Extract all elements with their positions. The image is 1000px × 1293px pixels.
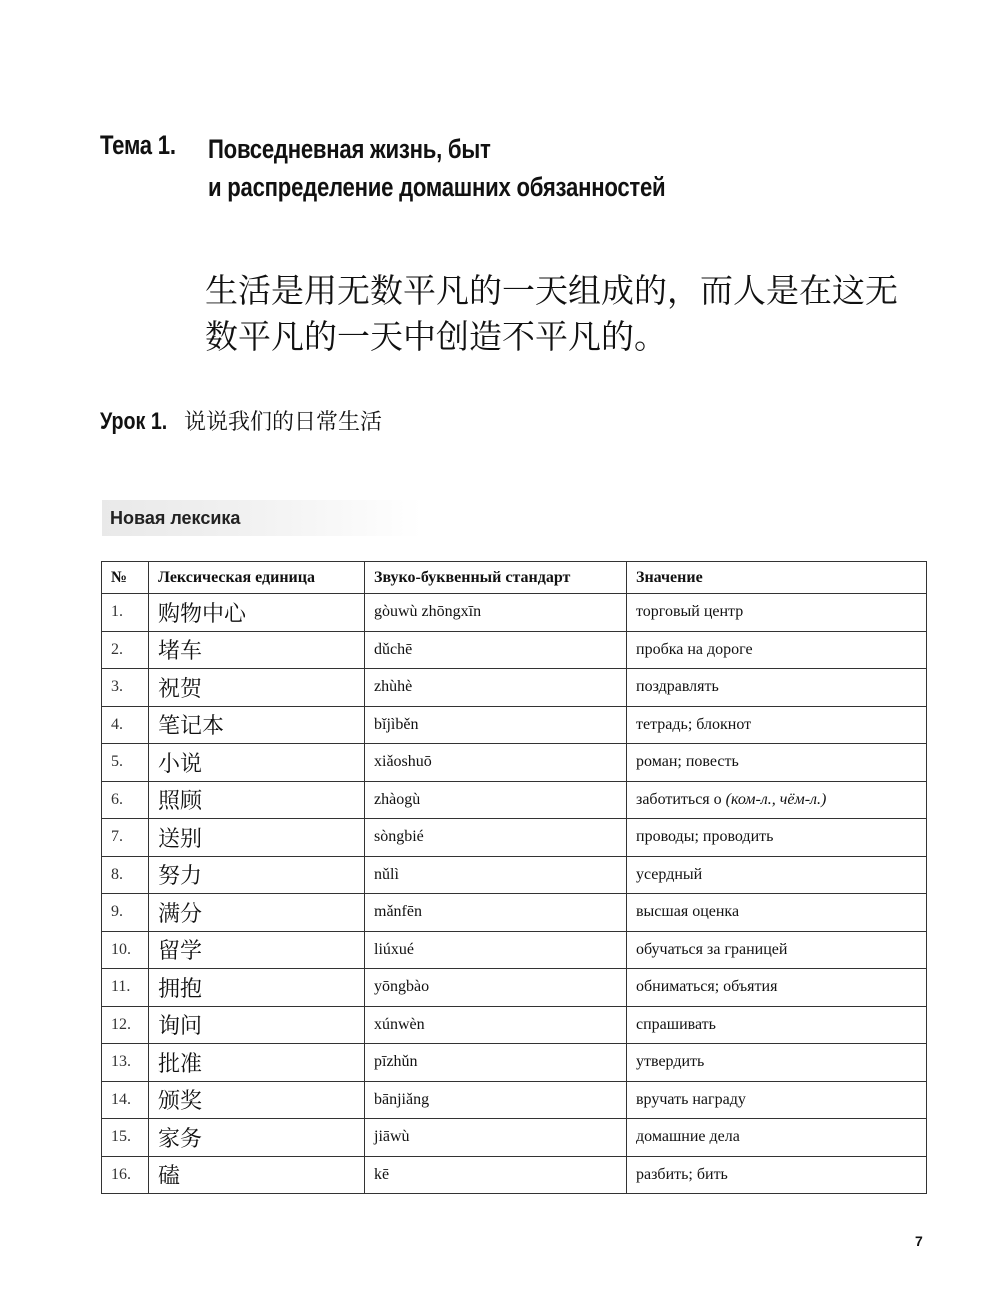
row-number-text: 2. bbox=[111, 640, 123, 658]
lexical-unit bbox=[149, 931, 365, 969]
meaning bbox=[627, 669, 927, 707]
table-row bbox=[102, 669, 927, 707]
lesson-heading bbox=[100, 405, 382, 436]
header-lexical-unit: Лексическая единица bbox=[149, 562, 365, 594]
row-number-text: 16. bbox=[111, 1165, 131, 1183]
row-number-text: 8. bbox=[111, 865, 123, 883]
row-number bbox=[102, 1081, 149, 1119]
meaning bbox=[627, 1044, 927, 1082]
row-number bbox=[102, 631, 149, 669]
pronunciation bbox=[365, 744, 627, 782]
row-number bbox=[102, 706, 149, 744]
lesson-title: 说说我们的日常生活 bbox=[184, 410, 383, 435]
header-number: № bbox=[102, 562, 149, 594]
table-header-row bbox=[102, 562, 927, 594]
pronunciation-text: liúxué bbox=[374, 940, 414, 958]
topic-title bbox=[208, 130, 665, 206]
table-row bbox=[102, 856, 927, 894]
lexical-unit bbox=[149, 1081, 365, 1119]
pronunciation bbox=[365, 856, 627, 894]
row-number-text: 4. bbox=[111, 715, 123, 733]
meaning-text: поздравлять bbox=[636, 678, 719, 696]
meaning bbox=[627, 856, 927, 894]
new-vocabulary-heading: Новая лексика bbox=[102, 500, 422, 536]
row-number bbox=[102, 781, 149, 819]
lexical-unit-text: 笔记本 bbox=[158, 714, 225, 740]
topic-label: Тема 1. bbox=[100, 130, 176, 160]
row-number-text: 11. bbox=[111, 978, 131, 996]
pronunciation bbox=[365, 706, 627, 744]
row-number bbox=[102, 856, 149, 894]
meaning bbox=[627, 894, 927, 932]
lexical-unit bbox=[149, 631, 365, 669]
lexical-unit bbox=[149, 1006, 365, 1044]
table-row bbox=[102, 1119, 927, 1157]
lexical-unit-text: 批准 bbox=[158, 1051, 203, 1077]
meaning bbox=[627, 1156, 927, 1194]
pronunciation-text: xiǎoshuō bbox=[374, 753, 432, 771]
meaning-text: домашние дела bbox=[636, 1128, 740, 1146]
pronunciation-text: jiāwù bbox=[374, 1128, 410, 1146]
row-number-text: 14. bbox=[111, 1090, 131, 1108]
pronunciation-text: xúnwèn bbox=[374, 1015, 425, 1033]
meaning bbox=[627, 631, 927, 669]
lexical-unit-text: 满分 bbox=[158, 901, 203, 927]
meaning-text: заботиться о bbox=[636, 790, 722, 808]
pronunciation-text: dǔchē bbox=[374, 640, 413, 658]
lexical-unit-text: 购物中心 bbox=[158, 601, 247, 627]
lexical-unit-text: 磕 bbox=[158, 1164, 181, 1190]
header-meaning: Значение bbox=[627, 562, 927, 594]
row-number bbox=[102, 931, 149, 969]
row-number-text: 9. bbox=[111, 903, 123, 921]
lexical-unit bbox=[149, 744, 365, 782]
vocabulary-table bbox=[101, 561, 927, 1194]
pronunciation bbox=[365, 594, 627, 632]
meaning bbox=[627, 706, 927, 744]
lexical-unit-text: 堵车 bbox=[158, 639, 203, 665]
meaning-text: обучаться за границей bbox=[636, 940, 788, 958]
meaning-text: разбить; бить bbox=[636, 1165, 728, 1183]
lexical-unit-text: 送别 bbox=[158, 826, 203, 852]
lexical-unit bbox=[149, 1044, 365, 1082]
row-number bbox=[102, 1044, 149, 1082]
meaning-text: роман; повесть bbox=[636, 753, 739, 771]
lexical-unit bbox=[149, 894, 365, 932]
meaning-text: вручать награду bbox=[636, 1090, 746, 1108]
table-row bbox=[102, 1044, 927, 1082]
row-number bbox=[102, 594, 149, 632]
lexical-unit bbox=[149, 819, 365, 857]
pronunciation-text: gòuwù zhōngxīn bbox=[374, 603, 482, 621]
lexical-unit bbox=[149, 781, 365, 819]
pronunciation bbox=[365, 781, 627, 819]
meaning bbox=[627, 781, 927, 819]
row-number bbox=[102, 1119, 149, 1157]
page-number: 7 bbox=[915, 1233, 923, 1249]
meaning bbox=[627, 1081, 927, 1119]
meaning bbox=[627, 744, 927, 782]
table-row bbox=[102, 931, 927, 969]
pronunciation bbox=[365, 931, 627, 969]
pronunciation bbox=[365, 819, 627, 857]
row-number bbox=[102, 819, 149, 857]
pronunciation bbox=[365, 1119, 627, 1157]
epigraph-quote: 生活是用无数平凡的一天组成的，而人是在这无数平凡的一天中创造不平凡的。 bbox=[205, 271, 898, 356]
pronunciation-text: bānjiǎng bbox=[374, 1090, 430, 1108]
meaning bbox=[627, 819, 927, 857]
table-row bbox=[102, 631, 927, 669]
meaning bbox=[627, 1006, 927, 1044]
lexical-unit bbox=[149, 669, 365, 707]
meaning bbox=[627, 969, 927, 1007]
pronunciation bbox=[365, 894, 627, 932]
lexical-unit-text: 颁奖 bbox=[158, 1089, 203, 1115]
row-number-text: 13. bbox=[111, 1053, 131, 1071]
lexical-unit-text: 照顾 bbox=[158, 789, 203, 815]
row-number-text: 12. bbox=[111, 1015, 131, 1033]
row-number bbox=[102, 969, 149, 1007]
table-row bbox=[102, 1006, 927, 1044]
row-number bbox=[102, 744, 149, 782]
table-body bbox=[102, 594, 927, 1194]
pronunciation bbox=[365, 1081, 627, 1119]
pronunciation-text: zhàogù bbox=[374, 790, 421, 808]
pronunciation bbox=[365, 1156, 627, 1194]
row-number-text: 10. bbox=[111, 940, 131, 958]
meaning-text: тетрадь; блокнот bbox=[636, 715, 752, 733]
table-row bbox=[102, 894, 927, 932]
pronunciation bbox=[365, 631, 627, 669]
meaning-italic-text: (ком-л., чём-л.) bbox=[725, 790, 827, 808]
lexical-unit-text: 询问 bbox=[158, 1014, 203, 1040]
pronunciation-text: kē bbox=[374, 1165, 390, 1183]
pronunciation-text: zhùhè bbox=[374, 678, 413, 696]
row-number bbox=[102, 1156, 149, 1194]
lexical-unit bbox=[149, 856, 365, 894]
table-row bbox=[102, 706, 927, 744]
lexical-unit bbox=[149, 1119, 365, 1157]
pronunciation-text: mǎnfēn bbox=[374, 903, 422, 921]
table-row bbox=[102, 969, 927, 1007]
lexical-unit bbox=[149, 594, 365, 632]
lesson-label: Урок 1. bbox=[100, 408, 168, 435]
lexical-unit-text: 小说 bbox=[158, 751, 203, 777]
meaning-text: высшая оценка bbox=[636, 903, 740, 921]
row-number-text: 15. bbox=[111, 1128, 131, 1146]
table-row bbox=[102, 1156, 927, 1194]
row-number-text: 6. bbox=[111, 790, 123, 808]
lexical-unit bbox=[149, 969, 365, 1007]
lexical-unit-text: 努力 bbox=[158, 864, 203, 890]
row-number-text: 3. bbox=[111, 678, 123, 696]
meaning-text: обниматься; объятия bbox=[636, 978, 778, 996]
meaning-text: пробка на дороге bbox=[636, 640, 753, 658]
table-row bbox=[102, 594, 927, 632]
meaning-text: спрашивать bbox=[636, 1015, 716, 1033]
header-pronunciation: Звуко-буквенный стандарт bbox=[365, 562, 627, 594]
lexical-unit bbox=[149, 706, 365, 744]
row-number bbox=[102, 1006, 149, 1044]
row-number-text: 5. bbox=[111, 753, 123, 771]
row-number bbox=[102, 894, 149, 932]
lexical-unit-text: 留学 bbox=[158, 939, 203, 965]
meaning-text: утвердить bbox=[636, 1053, 705, 1071]
topic-title-line-1: Повседневная жизнь, быт bbox=[208, 134, 491, 164]
lexical-unit-text: 家务 bbox=[158, 1126, 203, 1152]
meaning-text: усердный bbox=[636, 865, 703, 883]
pronunciation bbox=[365, 1044, 627, 1082]
pronunciation bbox=[365, 669, 627, 707]
pronunciation-text: bǐjìběn bbox=[374, 715, 419, 733]
lexical-unit bbox=[149, 1156, 365, 1194]
pronunciation-text: sòngbié bbox=[374, 828, 424, 846]
pronunciation-text: nǔlì bbox=[374, 865, 399, 883]
pronunciation bbox=[365, 969, 627, 1007]
pronunciation-text: pīzhǔn bbox=[374, 1053, 418, 1071]
table-row bbox=[102, 1081, 927, 1119]
pronunciation bbox=[365, 1006, 627, 1044]
row-number-text: 7. bbox=[111, 828, 123, 846]
table-row bbox=[102, 819, 927, 857]
row-number-text: 1. bbox=[111, 603, 123, 621]
meaning bbox=[627, 594, 927, 632]
row-number bbox=[102, 669, 149, 707]
lexical-unit-text: 拥抱 bbox=[158, 976, 203, 1002]
pronunciation-text: yōngbào bbox=[374, 978, 430, 996]
table-row bbox=[102, 744, 927, 782]
topic-title-line-2: и распределение домашних обязанностей bbox=[208, 172, 666, 202]
lexical-unit-text: 祝贺 bbox=[158, 676, 203, 702]
table-row bbox=[102, 781, 927, 819]
meaning-text: проводы; проводить bbox=[636, 828, 774, 846]
meaning bbox=[627, 1119, 927, 1157]
meaning-text: торговый центр bbox=[636, 603, 744, 621]
meaning bbox=[627, 931, 927, 969]
